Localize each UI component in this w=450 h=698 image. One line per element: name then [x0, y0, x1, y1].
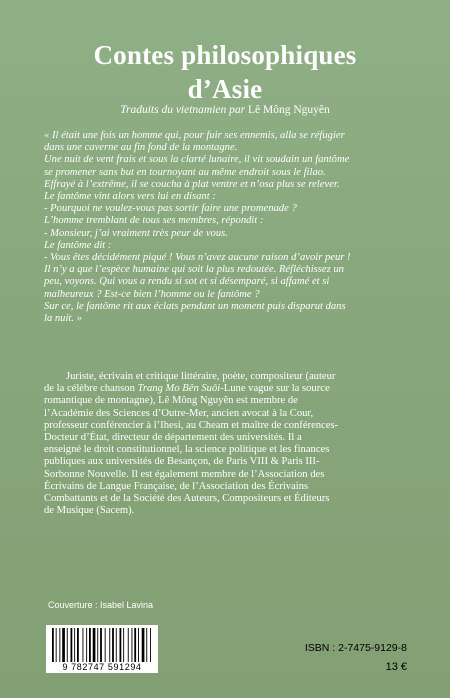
excerpt-line: la nuit. » [44, 313, 82, 325]
excerpt-line: peu, voyons. Qui vous a rendu si sot et si désemparé, si affamé et si [44, 276, 330, 288]
bio-line [44, 383, 424, 395]
excerpt-text [44, 130, 424, 325]
bio-line: Docteur d’État, directeur de département des universités. Il a [44, 432, 302, 444]
bio-line: Sorbonne Nouvelle. Il est également membre de l’Association des [44, 468, 325, 480]
barcode [46, 625, 158, 673]
excerpt-line: Sur ce, le fantôme rit aux éclats pendant un moment puis disparut dans [44, 300, 346, 312]
song-title: Trang Mo Bên Suôi [137, 383, 221, 395]
excerpt-line: - Pourquoi ne voulez-vous pas sortir faire une promenade ? [44, 203, 297, 215]
bio-line: Juriste, écrivain et critique littéraire, poète, compositeur (auteur [66, 371, 336, 382]
price: 13 € [385, 661, 407, 673]
barcode-digits: 9 782747 591294 [62, 662, 142, 672]
cover-credit: Couverture : Isabel Lavina [48, 600, 154, 610]
bio-line: de Musique (Sacem). [44, 505, 135, 517]
excerpt-line: dans une caverne au fin fond de la montagne. [44, 142, 238, 154]
title-line-2: d’Asie [187, 74, 263, 104]
excerpt-line: Effrayé à l’extrême, il se coucha à plat ventre et n’osa plus se relever. [44, 178, 340, 190]
bio-text: -Lune vague sur la source [220, 383, 330, 395]
translator-name: Lê Mông Nguyên [248, 104, 330, 116]
excerpt-line: se promener sans but en tournoyant au même endroit sous le filao. [44, 166, 326, 178]
excerpt-line: Il n’y a que l’espèce humaine qui soit la plus redoutée. Réfléchissez un [44, 264, 344, 276]
bio-line: l’Académie des Sciences d’Outre-Mer, ancien avocat à la Cour, [44, 407, 314, 419]
bio-line: romantique de montagne), Lê Mông Nguyên est membre de [44, 395, 298, 407]
title-line-1: Contes philosophiques [93, 40, 357, 70]
barcode-bars [52, 628, 152, 662]
excerpt-line: « Il était une fois un homme qui, pour fuir ses ennemis, alla se réfugier [44, 130, 345, 141]
excerpt-line: - Vous êtes décidément piqué ! Vous n’avez aucune raison d’avoir peur ! [44, 252, 351, 264]
excerpt-line: Le fantôme dit : [44, 239, 112, 251]
isbn: ISBN : 2-7475-9129-8 [304, 642, 407, 654]
bio-line: Écrivains de Langue Française, de l’Association des Écrivains [44, 480, 309, 492]
translator-prefix: Traduits du vietnamien par [120, 104, 248, 116]
author-biography [44, 371, 424, 517]
translator-line [0, 104, 450, 116]
bio-line: publiques aux universités de Besançon, de Paris VIII & Paris III- [44, 456, 320, 468]
excerpt-line: Une nuit de vent frais et sous la clarté lunaire, il vit soudain un fantôme [44, 154, 350, 166]
excerpt-line: - Monsieur, j’ai vraiment très peur de vous. [44, 227, 228, 239]
bio-line: professeur conférencier à l’Ihesi, au Cheam et maître de conférences- [44, 419, 339, 431]
excerpt-line: malheureux ? Est-ce bien l’homme ou le fantôme ? [44, 288, 260, 300]
excerpt-line: L’homme tremblant de tous ses membres, répondit : [44, 215, 264, 227]
excerpt-line: Le fantôme vint alors vers lui en disant : [44, 191, 216, 203]
bio-line: Combattants et de la Société des Auteurs, Compositeurs et Éditeurs [44, 493, 330, 505]
bio-line: enseigné le droit constitutionnel, la science politique et les finances [44, 444, 330, 456]
bio-text: de la célèbre chanson [44, 383, 138, 395]
book-title [0, 38, 450, 106]
